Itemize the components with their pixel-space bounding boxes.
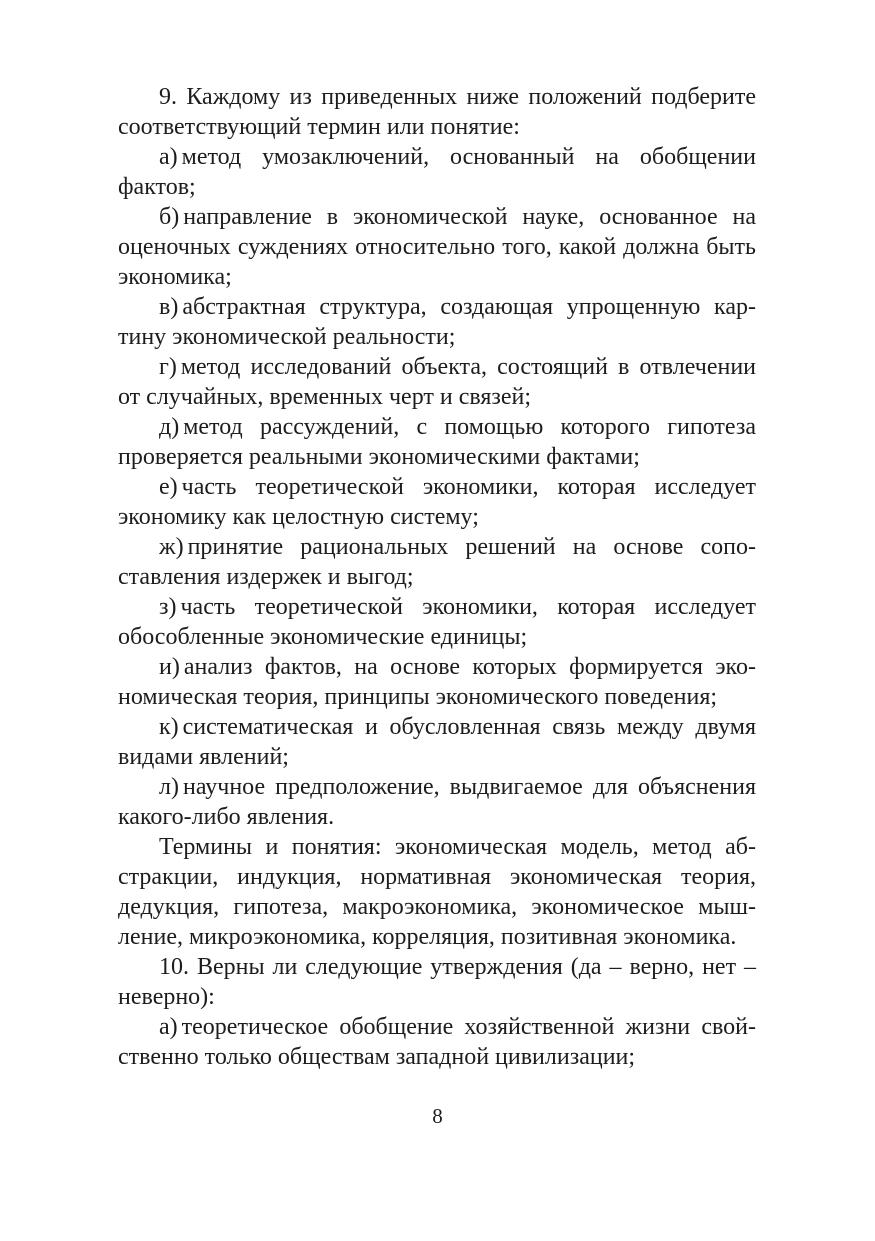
task-9-item-b bbox=[118, 202, 756, 292]
item-text: метод исследований объекта, состоящий в отвлечении от случайных, временных черт и связей; bbox=[118, 354, 756, 410]
page-body bbox=[118, 82, 756, 1072]
task-9-item-d bbox=[118, 412, 756, 472]
task-9-item-l bbox=[118, 772, 756, 832]
item-text: анализ фактов, на основе которых формируется экономическая теория, принципы экономического поведения; bbox=[118, 654, 756, 710]
item-letter: д) bbox=[159, 414, 180, 440]
item-letter: е) bbox=[159, 474, 178, 500]
item-text: часть теоретической экономики, которая исследует обособленные экономические единицы; bbox=[118, 594, 756, 650]
item-letter: г) bbox=[159, 354, 177, 380]
item-text: часть теоретической экономики, которая исследует экономику как целостную систему; bbox=[118, 474, 756, 530]
task-9-item-e bbox=[118, 472, 756, 532]
task-9-item-z bbox=[118, 592, 756, 652]
task-9-item-k bbox=[118, 712, 756, 772]
item-letter: з) bbox=[159, 594, 177, 620]
item-text: принятие рациональных решений на основе сопоставления издержек и выгод; bbox=[118, 534, 756, 590]
item-letter: в) bbox=[159, 294, 179, 320]
item-text: научное предположение, выдвигаемое для объяснения какого-либо явления. bbox=[118, 774, 756, 830]
task-9-item-v bbox=[118, 292, 756, 352]
task-9-item-g bbox=[118, 352, 756, 412]
task-9-item-a bbox=[118, 142, 756, 202]
item-letter: ж) bbox=[159, 534, 184, 560]
item-letter: к) bbox=[159, 714, 179, 740]
task-9-terms: Термины и понятия: экономическая модель, метод абстракции, индукция, нормативная экономическая теория, дедукция, гипотеза, макроэкономика, экономическое мышление, микроэкономика, корреляция, позитивная экономика. bbox=[118, 834, 756, 950]
item-letter: а) bbox=[159, 1014, 178, 1040]
item-text: метод умозаключений, основанный на обобщении фактов; bbox=[118, 144, 756, 200]
task-10-item-a bbox=[118, 1012, 756, 1072]
item-text: теоретическое обобщение хозяйственной жизни свойственно только обществам западной цивилизации; bbox=[118, 1014, 756, 1070]
item-text: систематическая и обусловленная связь между двумя видами явлений; bbox=[118, 714, 756, 770]
item-letter: и) bbox=[159, 654, 180, 680]
item-text: направление в экономической науке, основанное на оценочных суждениях относительно того, какой должна быть экономика; bbox=[118, 204, 756, 290]
item-text: абстрактная структура, создающая упрощенную картину экономической реальности; bbox=[118, 294, 756, 350]
task-9-item-zh bbox=[118, 532, 756, 592]
task-9-item-i bbox=[118, 652, 756, 712]
task-10-heading: 10. Верны ли следующие утверждения (да – верно, нет – неверно): bbox=[118, 954, 756, 1010]
item-text: метод рассуждений, с помощью которого гипотеза проверяется реальными экономическими фактами; bbox=[118, 414, 756, 470]
page-number: 8 bbox=[432, 1104, 443, 1128]
item-letter: б) bbox=[159, 204, 180, 230]
item-letter: л) bbox=[159, 774, 179, 800]
task-9-heading: 9. Каждому из приведенных ниже положений подберите соответствующий термин или понятие: bbox=[118, 84, 756, 140]
item-letter: а) bbox=[159, 144, 178, 170]
